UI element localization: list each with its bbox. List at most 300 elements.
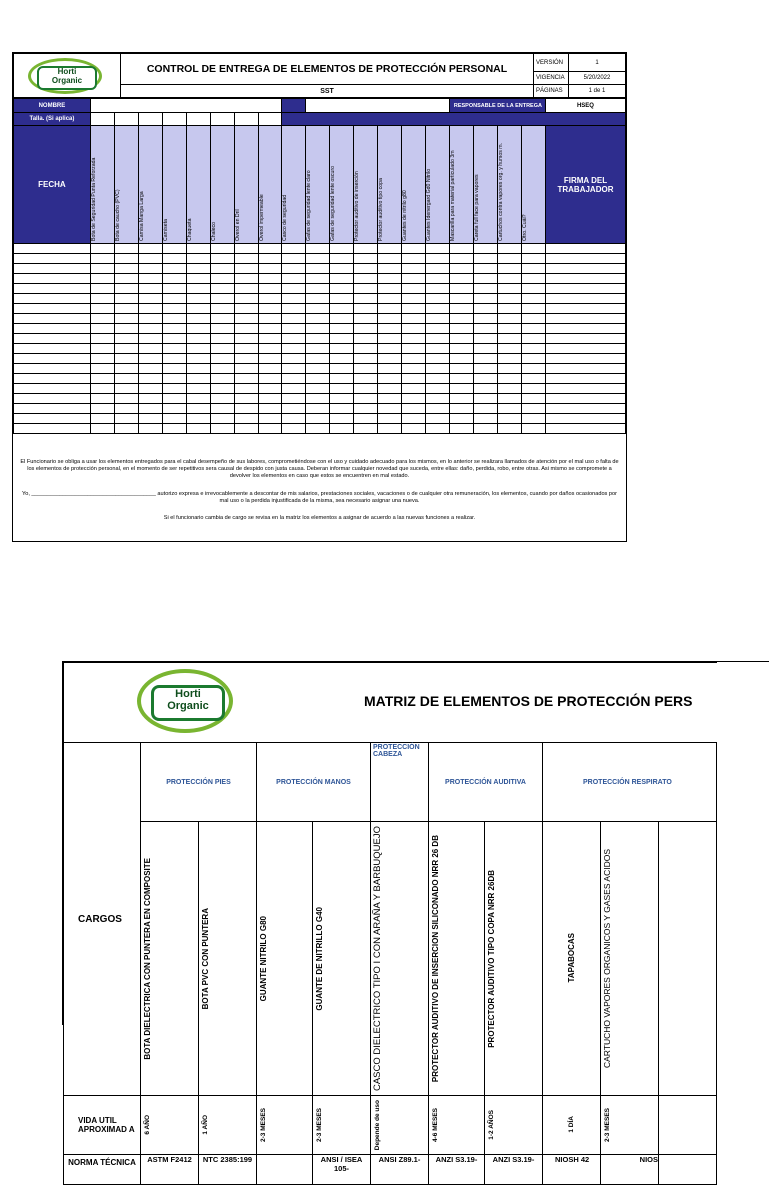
item-cell[interactable] — [330, 364, 354, 374]
item-cell[interactable] — [258, 414, 282, 424]
item-cell[interactable] — [330, 284, 354, 294]
item-cell[interactable] — [210, 344, 234, 354]
fecha-cell[interactable] — [14, 244, 91, 254]
nombre-field[interactable] — [90, 99, 282, 113]
item-cell[interactable] — [354, 364, 378, 374]
item-cell[interactable] — [378, 294, 402, 304]
item-cell[interactable] — [474, 284, 498, 294]
item-cell[interactable] — [474, 324, 498, 334]
item-cell[interactable] — [210, 294, 234, 304]
item-cell[interactable] — [282, 344, 306, 354]
item-cell[interactable] — [330, 384, 354, 394]
firma-cell[interactable] — [545, 354, 625, 364]
fecha-cell[interactable] — [14, 304, 91, 314]
item-cell[interactable] — [186, 384, 210, 394]
firma-cell[interactable] — [545, 334, 625, 344]
item-cell[interactable] — [258, 394, 282, 404]
item-cell[interactable] — [450, 404, 474, 414]
fecha-cell[interactable] — [14, 264, 91, 274]
item-cell[interactable] — [378, 344, 402, 354]
item-cell[interactable] — [258, 324, 282, 334]
item-cell[interactable] — [450, 284, 474, 294]
item-cell[interactable] — [234, 424, 258, 434]
item-cell[interactable] — [378, 334, 402, 344]
item-cell[interactable] — [282, 384, 306, 394]
item-cell[interactable] — [162, 284, 186, 294]
item-cell[interactable] — [210, 244, 234, 254]
item-cell[interactable] — [498, 294, 522, 304]
item-cell[interactable] — [90, 374, 114, 384]
item-cell[interactable] — [474, 254, 498, 264]
item-cell[interactable] — [450, 324, 474, 334]
firma-cell[interactable] — [545, 284, 625, 294]
item-cell[interactable] — [258, 284, 282, 294]
item-cell[interactable] — [186, 304, 210, 314]
item-cell[interactable] — [474, 344, 498, 354]
item-cell[interactable] — [90, 254, 114, 264]
item-cell[interactable] — [402, 394, 426, 404]
fecha-cell[interactable] — [14, 354, 91, 364]
item-cell[interactable] — [90, 424, 114, 434]
item-cell[interactable] — [162, 384, 186, 394]
item-cell[interactable] — [378, 394, 402, 404]
item-cell[interactable] — [378, 404, 402, 414]
item-cell[interactable] — [90, 264, 114, 274]
talla-cell[interactable] — [162, 113, 186, 126]
item-cell[interactable] — [426, 404, 450, 414]
item-cell[interactable] — [498, 404, 522, 414]
item-cell[interactable] — [354, 324, 378, 334]
item-cell[interactable] — [426, 374, 450, 384]
item-cell[interactable] — [186, 414, 210, 424]
firma-cell[interactable] — [545, 404, 625, 414]
item-cell[interactable] — [306, 314, 330, 324]
item-cell[interactable] — [498, 264, 522, 274]
fecha-cell[interactable] — [14, 334, 91, 344]
item-cell[interactable] — [114, 414, 138, 424]
item-cell[interactable] — [450, 254, 474, 264]
item-cell[interactable] — [426, 344, 450, 354]
fecha-cell[interactable] — [14, 374, 91, 384]
item-cell[interactable] — [138, 364, 162, 374]
item-cell[interactable] — [114, 304, 138, 314]
item-cell[interactable] — [474, 294, 498, 304]
item-cell[interactable] — [522, 324, 546, 334]
item-cell[interactable] — [162, 344, 186, 354]
item-cell[interactable] — [282, 354, 306, 364]
item-cell[interactable] — [426, 304, 450, 314]
item-cell[interactable] — [498, 304, 522, 314]
item-cell[interactable] — [354, 384, 378, 394]
item-cell[interactable] — [498, 384, 522, 394]
item-cell[interactable] — [330, 374, 354, 384]
item-cell[interactable] — [426, 414, 450, 424]
fecha-cell[interactable] — [14, 364, 91, 374]
fecha-cell[interactable] — [14, 324, 91, 334]
item-cell[interactable] — [210, 324, 234, 334]
item-cell[interactable] — [282, 424, 306, 434]
item-cell[interactable] — [162, 354, 186, 364]
item-cell[interactable] — [90, 414, 114, 424]
item-cell[interactable] — [162, 314, 186, 324]
item-cell[interactable] — [90, 394, 114, 404]
item-cell[interactable] — [474, 314, 498, 324]
item-cell[interactable] — [426, 424, 450, 434]
item-cell[interactable] — [402, 364, 426, 374]
item-cell[interactable] — [330, 274, 354, 284]
item-cell[interactable] — [282, 364, 306, 374]
item-cell[interactable] — [114, 394, 138, 404]
item-cell[interactable] — [450, 344, 474, 354]
item-cell[interactable] — [186, 404, 210, 414]
item-cell[interactable] — [378, 304, 402, 314]
item-cell[interactable] — [210, 314, 234, 324]
item-cell[interactable] — [378, 254, 402, 264]
item-cell[interactable] — [186, 314, 210, 324]
item-cell[interactable] — [354, 374, 378, 384]
item-cell[interactable] — [210, 304, 234, 314]
item-cell[interactable] — [354, 304, 378, 314]
item-cell[interactable] — [114, 384, 138, 394]
firma-cell[interactable] — [545, 394, 625, 404]
item-cell[interactable] — [306, 294, 330, 304]
item-cell[interactable] — [474, 264, 498, 274]
item-cell[interactable] — [210, 274, 234, 284]
item-cell[interactable] — [162, 264, 186, 274]
item-cell[interactable] — [522, 334, 546, 344]
item-cell[interactable] — [186, 334, 210, 344]
item-cell[interactable] — [162, 334, 186, 344]
item-cell[interactable] — [258, 374, 282, 384]
item-cell[interactable] — [330, 324, 354, 334]
item-cell[interactable] — [354, 354, 378, 364]
item-cell[interactable] — [114, 354, 138, 364]
item-cell[interactable] — [234, 294, 258, 304]
item-cell[interactable] — [402, 314, 426, 324]
item-cell[interactable] — [138, 294, 162, 304]
item-cell[interactable] — [474, 384, 498, 394]
item-cell[interactable] — [138, 254, 162, 264]
item-cell[interactable] — [330, 304, 354, 314]
item-cell[interactable] — [450, 274, 474, 284]
item-cell[interactable] — [258, 244, 282, 254]
item-cell[interactable] — [450, 384, 474, 394]
item-cell[interactable] — [378, 244, 402, 254]
item-cell[interactable] — [522, 344, 546, 354]
item-cell[interactable] — [210, 384, 234, 394]
item-cell[interactable] — [234, 244, 258, 254]
item-cell[interactable] — [114, 424, 138, 434]
item-cell[interactable] — [474, 374, 498, 384]
item-cell[interactable] — [210, 254, 234, 264]
item-cell[interactable] — [378, 414, 402, 424]
item-cell[interactable] — [210, 264, 234, 274]
item-cell[interactable] — [498, 364, 522, 374]
item-cell[interactable] — [90, 364, 114, 374]
item-cell[interactable] — [234, 264, 258, 274]
item-cell[interactable] — [234, 274, 258, 284]
item-cell[interactable] — [522, 394, 546, 404]
item-cell[interactable] — [426, 394, 450, 404]
item-cell[interactable] — [282, 334, 306, 344]
item-cell[interactable] — [306, 284, 330, 294]
item-cell[interactable] — [186, 254, 210, 264]
item-cell[interactable] — [114, 314, 138, 324]
item-cell[interactable] — [282, 414, 306, 424]
talla-cell[interactable] — [186, 113, 210, 126]
item-cell[interactable] — [354, 404, 378, 414]
item-cell[interactable] — [402, 344, 426, 354]
item-cell[interactable] — [522, 404, 546, 414]
item-cell[interactable] — [306, 364, 330, 374]
talla-cell[interactable] — [234, 113, 258, 126]
item-cell[interactable] — [450, 264, 474, 274]
item-cell[interactable] — [138, 324, 162, 334]
nombre-extra-field[interactable] — [306, 99, 450, 113]
item-cell[interactable] — [210, 424, 234, 434]
item-cell[interactable] — [330, 254, 354, 264]
item-cell[interactable] — [258, 344, 282, 354]
item-cell[interactable] — [162, 424, 186, 434]
item-cell[interactable] — [402, 354, 426, 364]
item-cell[interactable] — [90, 314, 114, 324]
item-cell[interactable] — [138, 334, 162, 344]
item-cell[interactable] — [234, 254, 258, 264]
item-cell[interactable] — [258, 354, 282, 364]
item-cell[interactable] — [258, 314, 282, 324]
item-cell[interactable] — [354, 424, 378, 434]
item-cell[interactable] — [474, 424, 498, 434]
item-cell[interactable] — [234, 384, 258, 394]
item-cell[interactable] — [498, 254, 522, 264]
item-cell[interactable] — [90, 274, 114, 284]
item-cell[interactable] — [522, 254, 546, 264]
item-cell[interactable] — [162, 364, 186, 374]
firma-cell[interactable] — [545, 294, 625, 304]
item-cell[interactable] — [282, 304, 306, 314]
item-cell[interactable] — [234, 404, 258, 414]
item-cell[interactable] — [522, 274, 546, 284]
item-cell[interactable] — [234, 284, 258, 294]
item-cell[interactable] — [138, 374, 162, 384]
item-cell[interactable] — [474, 394, 498, 404]
item-cell[interactable] — [426, 284, 450, 294]
firma-cell[interactable] — [545, 324, 625, 334]
item-cell[interactable] — [450, 374, 474, 384]
item-cell[interactable] — [450, 294, 474, 304]
item-cell[interactable] — [402, 404, 426, 414]
item-cell[interactable] — [378, 374, 402, 384]
item-cell[interactable] — [522, 364, 546, 374]
firma-cell[interactable] — [545, 304, 625, 314]
item-cell[interactable] — [306, 424, 330, 434]
item-cell[interactable] — [234, 354, 258, 364]
firma-cell[interactable] — [545, 344, 625, 354]
item-cell[interactable] — [474, 364, 498, 374]
item-cell[interactable] — [402, 324, 426, 334]
item-cell[interactable] — [522, 304, 546, 314]
item-cell[interactable] — [402, 254, 426, 264]
item-cell[interactable] — [306, 324, 330, 334]
item-cell[interactable] — [450, 314, 474, 324]
item-cell[interactable] — [378, 364, 402, 374]
item-cell[interactable] — [402, 384, 426, 394]
item-cell[interactable] — [450, 244, 474, 254]
item-cell[interactable] — [210, 394, 234, 404]
talla-cell[interactable] — [138, 113, 162, 126]
item-cell[interactable] — [426, 294, 450, 304]
item-cell[interactable] — [522, 284, 546, 294]
item-cell[interactable] — [162, 294, 186, 304]
item-cell[interactable] — [306, 334, 330, 344]
item-cell[interactable] — [114, 254, 138, 264]
item-cell[interactable] — [426, 384, 450, 394]
item-cell[interactable] — [498, 424, 522, 434]
item-cell[interactable] — [330, 424, 354, 434]
item-cell[interactable] — [402, 414, 426, 424]
item-cell[interactable] — [114, 344, 138, 354]
item-cell[interactable] — [522, 414, 546, 424]
item-cell[interactable] — [282, 274, 306, 284]
item-cell[interactable] — [354, 294, 378, 304]
item-cell[interactable] — [138, 244, 162, 254]
fecha-cell[interactable] — [14, 394, 91, 404]
item-cell[interactable] — [426, 334, 450, 344]
item-cell[interactable] — [258, 334, 282, 344]
item-cell[interactable] — [450, 414, 474, 424]
item-cell[interactable] — [234, 344, 258, 354]
item-cell[interactable] — [162, 304, 186, 314]
item-cell[interactable] — [90, 354, 114, 364]
item-cell[interactable] — [402, 374, 426, 384]
item-cell[interactable] — [258, 364, 282, 374]
fecha-cell[interactable] — [14, 314, 91, 324]
item-cell[interactable] — [306, 374, 330, 384]
fecha-cell[interactable] — [14, 284, 91, 294]
item-cell[interactable] — [282, 244, 306, 254]
item-cell[interactable] — [234, 374, 258, 384]
item-cell[interactable] — [450, 364, 474, 374]
item-cell[interactable] — [330, 294, 354, 304]
item-cell[interactable] — [354, 254, 378, 264]
item-cell[interactable] — [306, 384, 330, 394]
item-cell[interactable] — [234, 314, 258, 324]
item-cell[interactable] — [402, 424, 426, 434]
item-cell[interactable] — [162, 274, 186, 284]
item-cell[interactable] — [354, 334, 378, 344]
item-cell[interactable] — [498, 334, 522, 344]
item-cell[interactable] — [114, 294, 138, 304]
item-cell[interactable] — [186, 284, 210, 294]
item-cell[interactable] — [474, 404, 498, 414]
item-cell[interactable] — [498, 314, 522, 324]
item-cell[interactable] — [402, 264, 426, 274]
item-cell[interactable] — [522, 264, 546, 274]
item-cell[interactable] — [522, 244, 546, 254]
item-cell[interactable] — [354, 344, 378, 354]
item-cell[interactable] — [522, 384, 546, 394]
item-cell[interactable] — [114, 284, 138, 294]
item-cell[interactable] — [282, 284, 306, 294]
item-cell[interactable] — [282, 264, 306, 274]
item-cell[interactable] — [138, 304, 162, 314]
item-cell[interactable] — [450, 424, 474, 434]
item-cell[interactable] — [450, 304, 474, 314]
firma-cell[interactable] — [545, 414, 625, 424]
item-cell[interactable] — [90, 334, 114, 344]
item-cell[interactable] — [402, 294, 426, 304]
item-cell[interactable] — [162, 254, 186, 264]
item-cell[interactable] — [426, 254, 450, 264]
item-cell[interactable] — [186, 324, 210, 334]
firma-cell[interactable] — [545, 314, 625, 324]
item-cell[interactable] — [330, 404, 354, 414]
item-cell[interactable] — [258, 294, 282, 304]
item-cell[interactable] — [234, 324, 258, 334]
item-cell[interactable] — [282, 294, 306, 304]
item-cell[interactable] — [306, 244, 330, 254]
item-cell[interactable] — [354, 314, 378, 324]
item-cell[interactable] — [450, 354, 474, 364]
item-cell[interactable] — [186, 364, 210, 374]
item-cell[interactable] — [426, 244, 450, 254]
item-cell[interactable] — [306, 254, 330, 264]
item-cell[interactable] — [498, 344, 522, 354]
item-cell[interactable] — [378, 424, 402, 434]
item-cell[interactable] — [522, 314, 546, 324]
item-cell[interactable] — [402, 334, 426, 344]
item-cell[interactable] — [210, 364, 234, 374]
item-cell[interactable] — [282, 254, 306, 264]
item-cell[interactable] — [234, 364, 258, 374]
item-cell[interactable] — [138, 344, 162, 354]
item-cell[interactable] — [426, 314, 450, 324]
fecha-cell[interactable] — [14, 344, 91, 354]
fecha-cell[interactable] — [14, 294, 91, 304]
item-cell[interactable] — [354, 284, 378, 294]
item-cell[interactable] — [474, 334, 498, 344]
item-cell[interactable] — [138, 424, 162, 434]
item-cell[interactable] — [90, 284, 114, 294]
item-cell[interactable] — [522, 424, 546, 434]
item-cell[interactable] — [162, 394, 186, 404]
item-cell[interactable] — [474, 354, 498, 364]
item-cell[interactable] — [186, 374, 210, 384]
item-cell[interactable] — [282, 404, 306, 414]
item-cell[interactable] — [234, 394, 258, 404]
item-cell[interactable] — [306, 404, 330, 414]
item-cell[interactable] — [138, 414, 162, 424]
item-cell[interactable] — [330, 244, 354, 254]
fecha-cell[interactable] — [14, 254, 91, 264]
item-cell[interactable] — [186, 274, 210, 284]
fecha-cell[interactable] — [14, 274, 91, 284]
item-cell[interactable] — [186, 344, 210, 354]
item-cell[interactable] — [282, 324, 306, 334]
item-cell[interactable] — [114, 264, 138, 274]
item-cell[interactable] — [378, 314, 402, 324]
item-cell[interactable] — [306, 394, 330, 404]
item-cell[interactable] — [114, 324, 138, 334]
talla-cell[interactable] — [90, 113, 114, 126]
item-cell[interactable] — [186, 244, 210, 254]
item-cell[interactable] — [138, 274, 162, 284]
item-cell[interactable] — [114, 364, 138, 374]
item-cell[interactable] — [426, 364, 450, 374]
item-cell[interactable] — [138, 264, 162, 274]
item-cell[interactable] — [138, 384, 162, 394]
item-cell[interactable] — [330, 344, 354, 354]
